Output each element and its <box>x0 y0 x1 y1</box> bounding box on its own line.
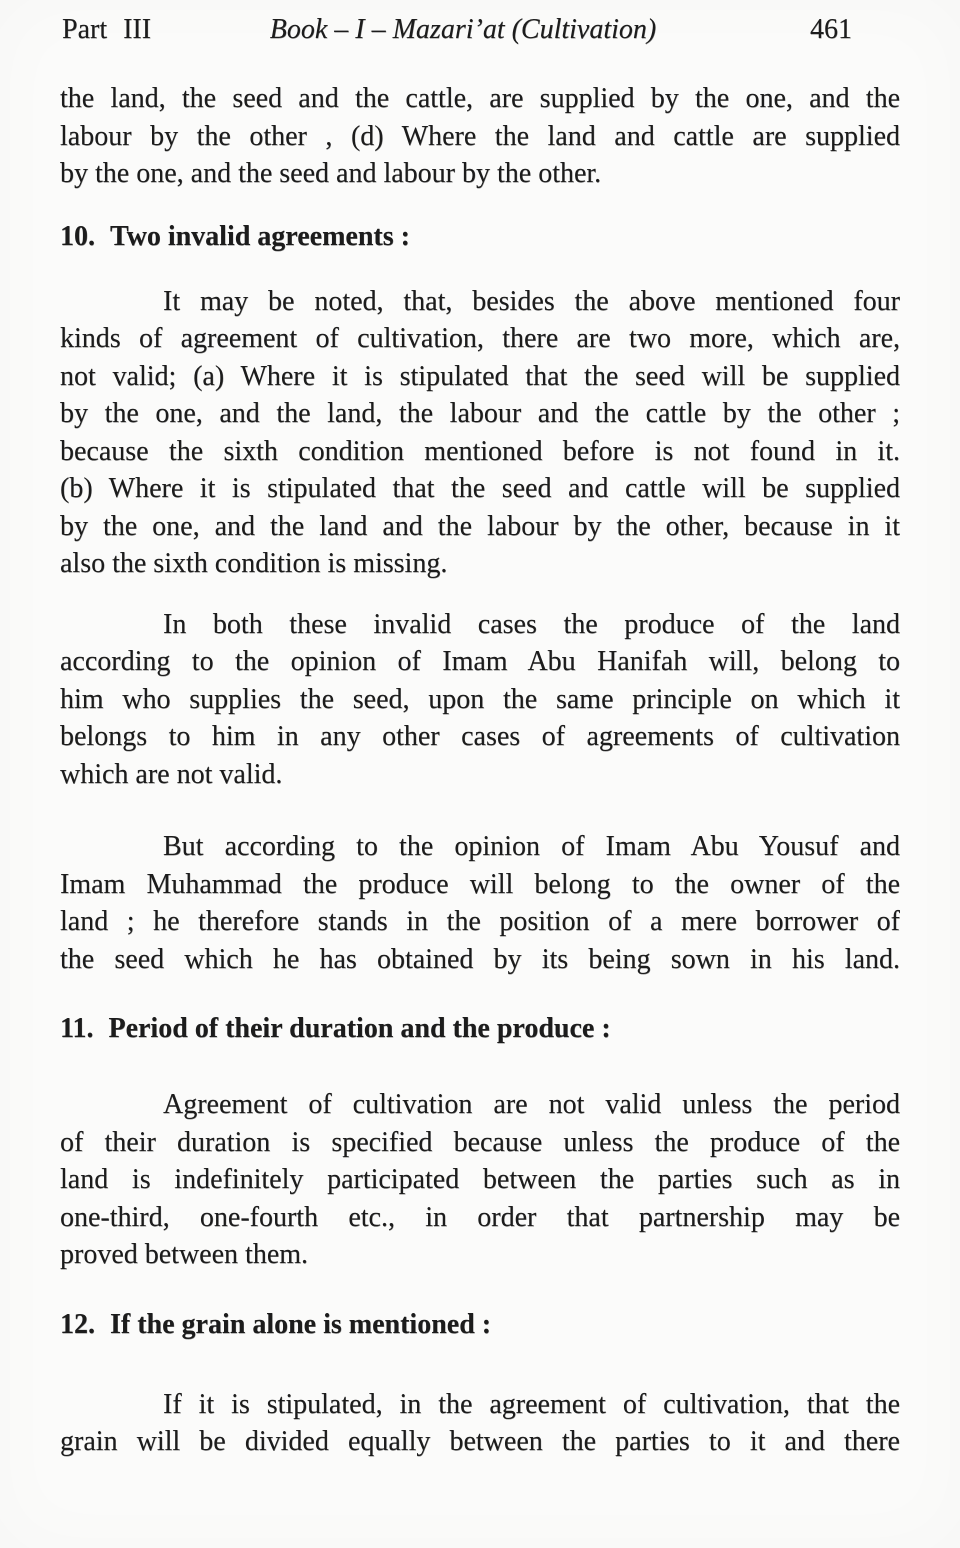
text-line: grain will be divided equally between the parties to it and there <box>60 1426 900 1457</box>
text-line: kinds of agreement of cultivation, there are two more, which are, <box>60 323 900 354</box>
paragraph <box>60 1386 900 1461</box>
heading-label: Period of their duration and the produce : <box>108 1013 611 1044</box>
text-line: not valid; (a) Where it is stipulated that the seed will be supplied <box>60 360 900 392</box>
paragraph <box>60 283 900 583</box>
page-body <box>0 80 960 1461</box>
text-line: by the one, and the land and the labour by the other, because in it <box>60 510 900 542</box>
text-line: (b) Where it is stipulated that the seed and cattle will be supplied <box>60 473 900 504</box>
text-line: according to the opinion of Imam Abu Hanifah will, belong to <box>60 646 900 677</box>
text-line: of their duration is specified because unless the produce of the <box>60 1126 900 1158</box>
text-line: Agreement of cultivation are not valid unless the period <box>163 1089 900 1120</box>
heading-label: If the grain alone is mentioned : <box>110 1308 492 1340</box>
section-heading <box>60 220 900 254</box>
text-line: Imam Muhammad the produce will belong to the owner of the <box>60 868 900 900</box>
heading-number: 10. <box>60 220 95 252</box>
text-line: the seed which he has obtained by its being sown in his land. <box>60 943 900 975</box>
section-heading <box>60 1308 900 1342</box>
text-line: belongs to him in any other cases of agreements of cultivation <box>60 721 900 752</box>
paragraph <box>60 1086 900 1274</box>
paragraph <box>60 606 900 794</box>
text-line: him who supplies the seed, upon the same principle on which it <box>60 683 900 715</box>
paragraph <box>60 80 900 193</box>
text-line: labour by the other , (d) Where the land and cattle are supplied <box>60 120 900 152</box>
text-line: If it is stipulated, in the agreement of cultivation, that the <box>163 1388 900 1420</box>
heading-label: Two invalid agreements : <box>110 220 410 252</box>
text-line: one-third, one-fourth etc., in order that partnership may be <box>60 1201 900 1233</box>
header-book-title: Book – I – Mazari’at (Cultivation) <box>269 14 657 45</box>
header-page-number: 461 <box>810 14 852 45</box>
text-line: the land, the seed and the cattle, are supplied by the one, and the <box>60 83 900 114</box>
text-line: because the sixth condition mentioned before is not found in it. <box>60 435 900 467</box>
heading-number: 11. <box>60 1013 94 1044</box>
text-line: In both these invalid cases the produce of the land <box>163 608 900 640</box>
header-part-label: Part III <box>62 14 152 45</box>
text-line: also the sixth condition is missing. <box>60 548 448 579</box>
text-line: But according to the opinion of Imam Abu Yousuf and <box>163 831 900 862</box>
page-header <box>0 0 960 48</box>
heading-number: 12. <box>60 1308 95 1340</box>
paragraph <box>60 828 900 978</box>
text-line: proved between them. <box>60 1239 309 1270</box>
text-line: by the one, and the land, the labour and the cattle by the other ; <box>60 398 900 429</box>
text-line: It may be noted, that, besides the above mentioned four <box>163 285 900 317</box>
text-line: land ; he therefore stands in the position of a mere borrower of <box>60 906 900 937</box>
text-line: which are not valid. <box>60 758 283 790</box>
text-line: by the one, and the seed and labour by the other. <box>60 158 602 189</box>
text-line: land is indefinitely participated between the parties such as in <box>60 1164 900 1195</box>
section-heading <box>60 1012 900 1046</box>
